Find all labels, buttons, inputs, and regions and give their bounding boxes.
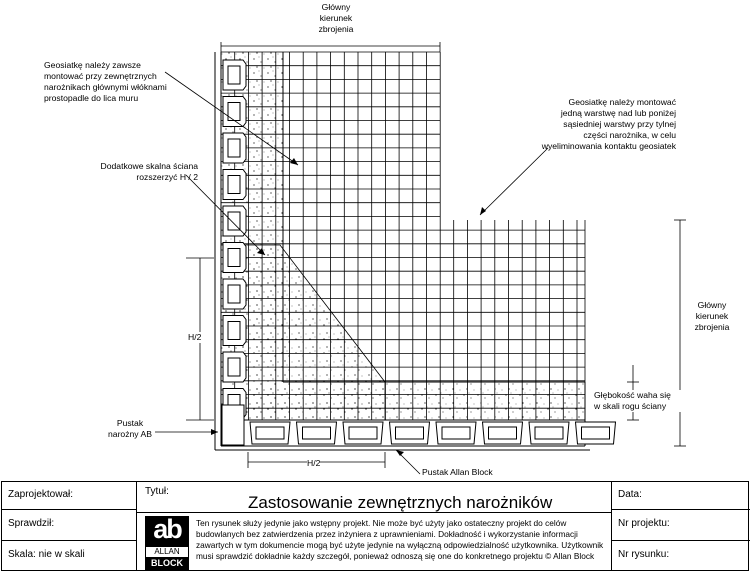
depth-varies-note: Głębokość waha się w skali rogu ściany bbox=[594, 390, 694, 412]
allan-block-unit-label: Pustak Allan Block bbox=[422, 467, 493, 477]
block-core bbox=[303, 427, 331, 439]
logo-word-1: ALLAN bbox=[145, 546, 189, 558]
title-label: Tytuł: bbox=[145, 486, 169, 497]
h-half-vertical-label: H/2 bbox=[188, 332, 202, 342]
block-core bbox=[228, 249, 240, 267]
disclaimer-text: Ten rysunek służy jedynie jako wstępny projekt. Nie może być użyty jako ostateczny projekt do celów budowlanych bez zatwierdzenia przez inżyniera z uprawnieniami. Dokładność i wykorzystanie informacji zawartych w tym dokumencie mogą być użyte jedynie na wyłączną odpowiedzialność użytkownika. Użytkownik musi sprawdzić dokładnie każdy szczegół, ponieważ odnoszą się one do konkretnego projektu © Allan Block bbox=[196, 518, 604, 561]
block-core bbox=[228, 139, 240, 157]
block-core bbox=[396, 427, 424, 439]
logo-word-2: BLOCK bbox=[151, 558, 183, 568]
geogrid-alternate-layer-note: Geosiatkę należy montować jedną warstwę nad lub poniżej sąsiedniej warstwy przy tylnej części narożnika, w celu wyeliminowania kontaktu geosiatek bbox=[541, 97, 676, 151]
main-direction-top-label: Główny kierunek zbrojenia bbox=[318, 2, 354, 34]
drawing-title: Zastosowanie zewnętrznych narożników bbox=[248, 493, 553, 512]
block-core bbox=[489, 427, 517, 439]
block-core bbox=[349, 427, 377, 439]
block-core bbox=[535, 427, 563, 439]
h-half-horizontal-label: H/2 bbox=[307, 458, 321, 468]
corner-unit-label: Pustak narożny AB bbox=[108, 418, 152, 439]
scale-label: Skala: nie w skali bbox=[8, 549, 85, 560]
logo-letters: ab bbox=[153, 514, 181, 544]
allan-block-logo bbox=[145, 516, 189, 570]
block-core bbox=[228, 358, 240, 376]
block-core bbox=[582, 427, 610, 439]
block-core bbox=[256, 427, 284, 439]
block-core bbox=[228, 285, 240, 303]
block-core bbox=[228, 322, 240, 340]
geogrid-outside-corner-note: Geosiatkę należy zawsze montować przy zewnętrznych narożnikach głównymi włóknami prostopadle do lica muru bbox=[44, 60, 167, 103]
block-core bbox=[228, 66, 240, 84]
designed-by-label: Zaprojektował: bbox=[8, 489, 74, 500]
block-core bbox=[228, 176, 240, 194]
drawing-no-label: Nr rysunku: bbox=[618, 549, 670, 560]
corner-block bbox=[222, 405, 244, 445]
bottom-wall-blocks bbox=[250, 422, 616, 444]
title-block bbox=[1, 481, 749, 571]
project-no-label: Nr projektu: bbox=[618, 518, 670, 529]
horizontal-wall-fill bbox=[221, 382, 585, 420]
checked-by-label: Sprawdził: bbox=[8, 518, 55, 529]
block-core bbox=[442, 427, 470, 439]
main-direction-right-label: Główny kierunek zbrojenia bbox=[682, 300, 742, 333]
block-core bbox=[228, 103, 240, 121]
date-label: Data: bbox=[618, 489, 642, 500]
extra-wall-note: Dodatkowe skalna ściana rozszerzyć H / 2 bbox=[100, 161, 198, 182]
